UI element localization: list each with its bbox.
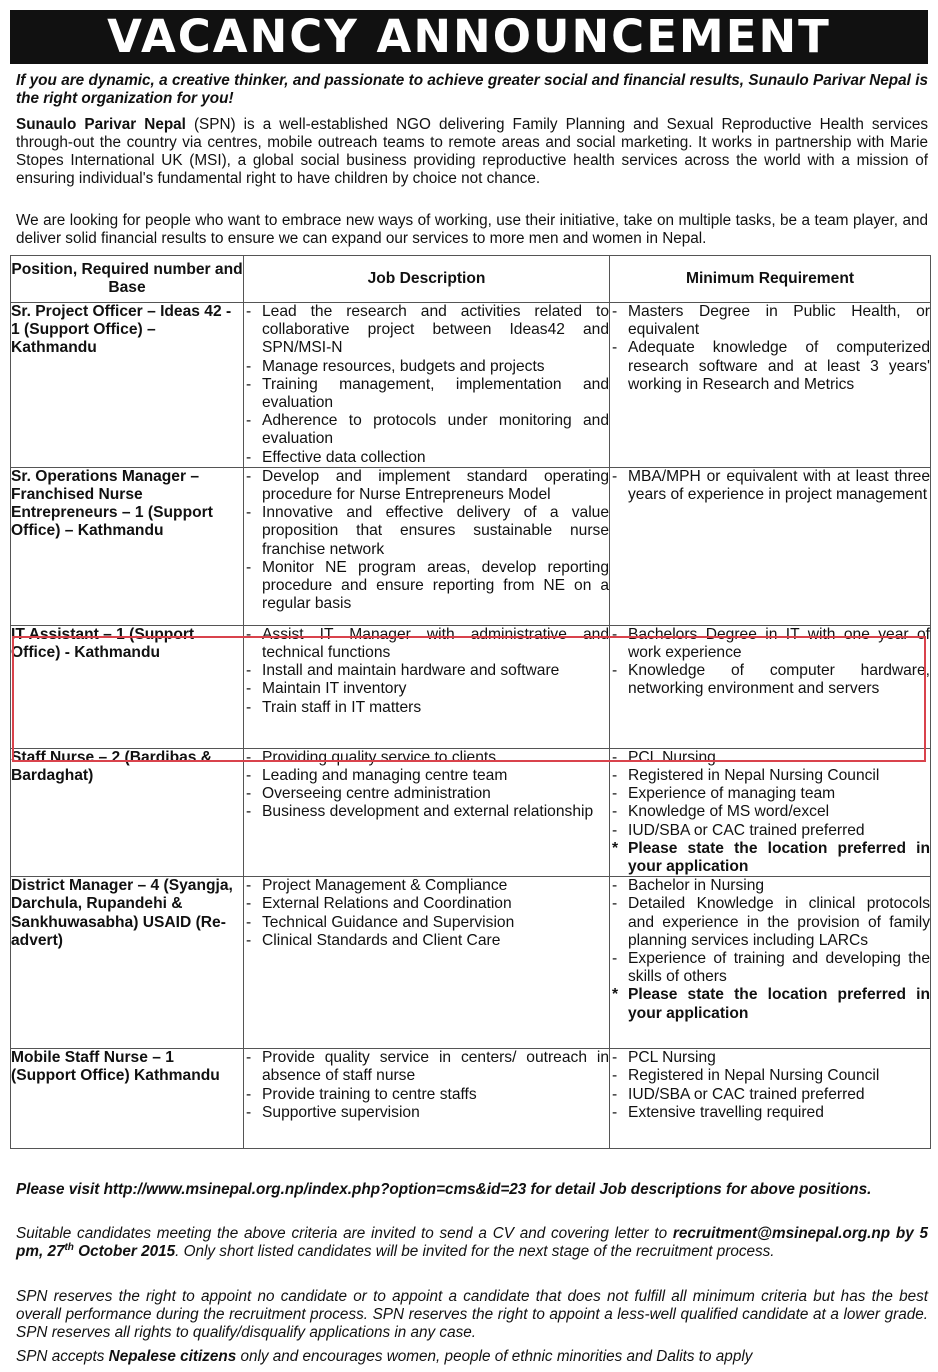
list-item: - Effective data collection [244, 449, 609, 467]
intro-tagline: If you are dynamic, a creative thinker, and passionate to achieve greater social and financial results, Sunaulo Parivar Nepal is the right organization for you! [16, 72, 928, 107]
requirement-cell [610, 625, 931, 748]
job-description-list [244, 468, 609, 614]
list-item: - Clinical Standards and Client Care [244, 932, 609, 950]
requirement-list [610, 468, 930, 504]
list-item: - Overseeing centre administration [244, 785, 609, 803]
table-row [11, 625, 931, 748]
list-item: - Training management, implementation and evaluation [244, 376, 609, 412]
table-row [11, 1049, 931, 1149]
job-description-cell [244, 748, 610, 876]
eligibility-text: SPN accepts [16, 1348, 109, 1365]
job-description-cell [244, 303, 610, 468]
list-item: - PCL Nursing [610, 1049, 930, 1067]
list-item: - Registered in Nepal Nursing Council [610, 1067, 930, 1085]
job-description-list [244, 626, 609, 717]
list-item: - Leading and managing centre team [244, 767, 609, 785]
table-row [11, 303, 931, 468]
header-minimum-requirement: Minimum Requirement [610, 256, 931, 303]
deadline-ordinal: th [64, 1241, 74, 1253]
job-description-list [244, 877, 609, 950]
list-item: - Manage resources, budgets and projects [244, 358, 609, 376]
list-item: - Lead the research and activities related to collaborative project between Ideas42 and SPN/MSI-N [244, 303, 609, 358]
list-item: - Experience of managing team [610, 785, 930, 803]
list-item: - Business development and external relationship [244, 803, 609, 821]
job-description-cell [244, 467, 610, 625]
footer-apply-instructions [16, 1225, 928, 1261]
list-item: - Registered in Nepal Nursing Council [610, 767, 930, 785]
list-item: - Detailed Knowledge in clinical protocols and experience in the provision of family planning services including LARCs [610, 895, 930, 950]
table-row [11, 877, 931, 1049]
list-item: - PCL Nursing [610, 749, 930, 767]
deadline-date: October 2015 [73, 1243, 176, 1260]
requirement-cell [610, 877, 931, 1049]
header-position: Position, Required number and Base [11, 256, 244, 303]
requirement-list [610, 303, 930, 394]
list-item: - Experience of training and developing the skills of others [610, 950, 930, 986]
org-name: Sunaulo Parivar Nepal [16, 116, 186, 133]
eligibility-citizens: Nepalese citizens [108, 1348, 237, 1365]
list-item: - Knowledge of computer hardware, networking environment and servers [610, 662, 930, 698]
list-item: - Train staff in IT matters [244, 699, 609, 717]
list-item: - Bachelors Degree in IT with one year of work experience [610, 626, 930, 662]
list-item: - Monitor NE program areas, develop reporting procedure and ensure reporting from NE on a regular basis [244, 559, 609, 614]
requirement-list [610, 1049, 930, 1122]
list-item: - Adherence to protocols under monitoring and evaluation [244, 412, 609, 448]
position-cell: IT Assistant – 1 (Support Office) - Kathmandu [11, 625, 244, 748]
list-item: - Bachelor in Nursing [610, 877, 930, 895]
list-item: - Supportive supervision [244, 1104, 609, 1122]
apply-text: Suitable candidates meeting the above criteria are invited to send a CV and covering letter to [16, 1225, 673, 1242]
list-item: - Providing quality service to clients [244, 749, 609, 767]
list-item: - Provide training to centre staffs [244, 1086, 609, 1104]
table-row [11, 467, 931, 625]
requirement-cell [610, 303, 931, 468]
job-description-cell [244, 1049, 610, 1149]
footer-visit-link: Please visit http://www.msinepal.org.np/index.php?option=cms&id=23 for detail Job descriptions for above positions. [16, 1181, 872, 1198]
intro-org-description [16, 116, 928, 188]
jobs-table [10, 255, 931, 1149]
header-job-description: Job Description [244, 256, 610, 303]
list-item: - Project Management & Compliance [244, 877, 609, 895]
position-cell: Mobile Staff Nurse – 1 (Support Office) Kathmandu [11, 1049, 244, 1149]
job-description-cell [244, 877, 610, 1049]
deadline-time: by 5 pm, 27 [16, 1225, 928, 1260]
job-description-list [244, 749, 609, 822]
location-note: * Please state the location preferred in your application [610, 986, 930, 1022]
apply-email: recruitment@msinepal.org.np [672, 1225, 891, 1242]
list-item: - Technical Guidance and Supervision [244, 914, 609, 932]
list-item: - Adequate knowledge of computerized research software and at least 3 years' working in Research and Metrics [610, 339, 930, 394]
page-title: VACANCY ANNOUNCEMENT [10, 10, 928, 64]
intro-looking-for: We are looking for people who want to embrace new ways of working, use their initiative, take on multiple tasks, be a team player, and deliver solid financial results to ensure we can expand our services to more men and women in Nepal. [16, 212, 928, 247]
requirement-cell [610, 1049, 931, 1149]
location-note: * Please state the location preferred in your application [610, 840, 930, 876]
list-item: - Provide quality service in centers/ outreach in absence of staff nurse [244, 1049, 609, 1085]
list-item: - IUD/SBA or CAC trained preferred [610, 1086, 930, 1104]
list-item: - MBA/MPH or equivalent with at least three years of experience in project management [610, 468, 930, 504]
requirement-list [610, 749, 930, 876]
footer-reserve-rights: SPN reserves the right to appoint no candidate or to appoint a candidate that does not fulfill all minimum criteria but has the best overall performance during the recruitment process. SPN reserves the right to appoint a less-well qualified candidate at a lower grade. SPN reserves all rights to qualify/disqualify applications in any case. [16, 1288, 928, 1341]
eligibility-encourage: only and encourages women, people of ethnic minorities and Dalits to apply [236, 1348, 753, 1365]
list-item: - Install and maintain hardware and software [244, 662, 609, 680]
position-cell: District Manager – 4 (Syangja, Darchula, Rupandehi & Sankhuwasabha) USAID (Re-advert) [11, 877, 244, 1049]
requirement-cell [610, 748, 931, 876]
position-cell: Sr. Project Officer – Ideas 42 - 1 (Support Office) – Kathmandu [11, 303, 244, 468]
list-item: - Knowledge of MS word/excel [610, 803, 930, 821]
requirement-cell [610, 467, 931, 625]
footer-eligibility [16, 1348, 928, 1366]
position-cell: Sr. Operations Manager – Franchised Nurse Entrepreneurs – 1 (Support Office) – Kathmandu [11, 467, 244, 625]
apply-note: . Only short listed candidates will be invited for the next stage of the recruitment process. [175, 1243, 775, 1260]
list-item: - Maintain IT inventory [244, 680, 609, 698]
position-cell: Staff Nurse – 2 (Bardibas & Bardaghat) [11, 748, 244, 876]
requirement-list [610, 626, 930, 699]
list-item: - Assist IT Manager with administrative and technical functions [244, 626, 609, 662]
job-description-list [244, 1049, 609, 1122]
requirement-list [610, 877, 930, 1023]
table-header-row [11, 256, 931, 303]
table-row [11, 748, 931, 876]
list-item: - Masters Degree in Public Health, or equivalent [610, 303, 930, 339]
job-description-cell [244, 625, 610, 748]
list-item: - Innovative and effective delivery of a value proposition that ensures sustainable nurse franchise network [244, 504, 609, 559]
job-description-list [244, 303, 609, 467]
org-description: (SPN) is a well-established NGO delivering Family Planning and Sexual Reproductive Health services through-out the country via centres, mobile outreach teams to remote areas and social marketing. It works in partnership with Marie Stopes International UK (MSI), a global social business providing reproductive health services across the world with a mission of ensuring individual's fundamental right to have children by choice not chance. [16, 116, 928, 187]
list-item: - External Relations and Coordination [244, 895, 609, 913]
list-item: - IUD/SBA or CAC trained preferred [610, 822, 930, 840]
list-item: - Extensive travelling required [610, 1104, 930, 1122]
list-item: - Develop and implement standard operating procedure for Nurse Entrepreneurs Model [244, 468, 609, 504]
